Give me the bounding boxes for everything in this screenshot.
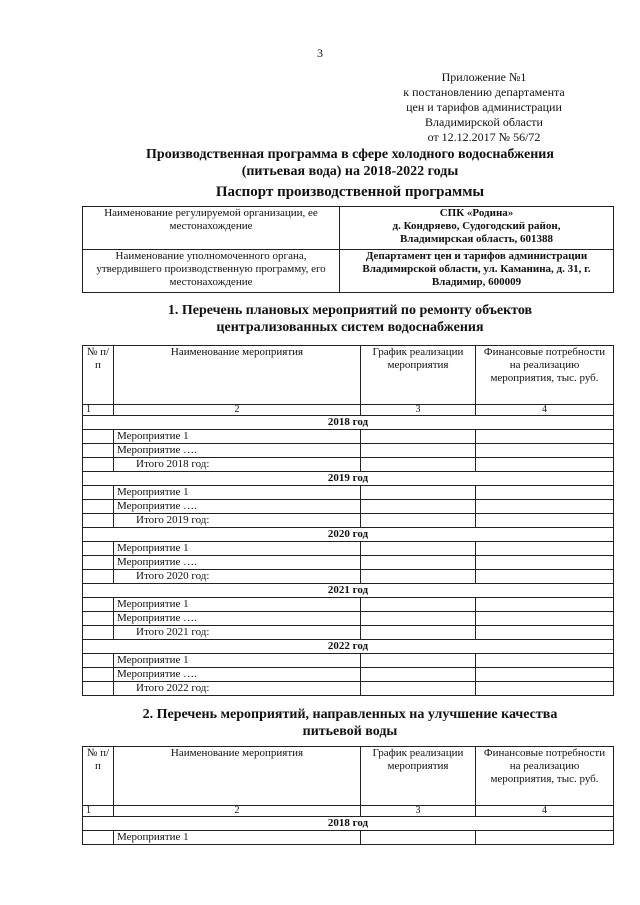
year-row [83,817,614,831]
cell [83,612,114,626]
total-label: Итого 2019 год: [114,514,361,528]
table-row [83,682,614,696]
cell [361,570,476,584]
cell [476,458,614,472]
cell [83,831,114,845]
cell [476,514,614,528]
cell [361,682,476,696]
cell [361,444,476,458]
title-line: Производственная программа в сфере холодного водоснабжения [146,147,554,162]
cell [476,430,614,444]
total-label: Итого 2018 год: [114,458,361,472]
appendix-line: от 12.12.2017 № 56/72 [427,130,541,144]
table-row [83,570,614,584]
cell [476,626,614,640]
table-row [83,500,614,514]
header-number: 3 [361,806,476,817]
cell [83,458,114,472]
table-row [83,612,614,626]
passport-table [82,206,614,293]
passport-value-line: СПК «Родина» [439,207,514,219]
year-label: 2018 год [83,416,614,430]
table-row [83,668,614,682]
cell [83,542,114,556]
year-row [83,528,614,542]
heading-line: питьевой воды [302,724,398,739]
measure-name: Мероприятие 1 [114,654,361,668]
header-number: 4 [476,405,614,416]
header-number: 3 [361,405,476,416]
year-row [83,472,614,486]
table-row [83,486,614,500]
cell [83,654,114,668]
cell [361,542,476,556]
table-row [83,542,614,556]
cell [361,612,476,626]
measure-name: Мероприятие …. [114,556,361,570]
cell [476,500,614,514]
year-label: 2021 год [83,584,614,598]
table-row [83,458,614,472]
total-label: Итого 2022 год: [114,682,361,696]
table-row [83,556,614,570]
cell [83,514,114,528]
measure-name: Мероприятие …. [114,444,361,458]
heading-line: централизованных систем водоснабжения [216,320,484,335]
page-number: 3 [317,46,323,60]
cell [476,682,614,696]
header-cell: Финансовые потребности на реализацию мероприятия, тыс. руб. [476,747,614,806]
water-quality-measures-table [82,746,614,845]
table-row [83,514,614,528]
table-row [83,598,614,612]
cell [361,626,476,640]
table-row [83,654,614,668]
year-label: 2022 год [83,640,614,654]
year-row [83,416,614,430]
table-row [83,207,614,250]
cell [476,598,614,612]
header-cell: № п/п [83,346,114,405]
table-row [83,405,614,416]
measure-name: Мероприятие 1 [114,598,361,612]
cell [476,570,614,584]
cell [361,458,476,472]
document-title [0,146,640,180]
cell [476,556,614,570]
cell [83,598,114,612]
header-cell: Наименование мероприятия [114,346,361,405]
measure-name: Мероприятие 1 [114,831,361,845]
cell [361,486,476,500]
cell [83,570,114,584]
passport-value-line: Владимирская область, 601388 [399,233,554,245]
appendix-block [364,70,604,145]
cell [361,831,476,845]
cell [83,556,114,570]
measure-name: Мероприятие 1 [114,430,361,444]
cell [361,654,476,668]
table-header [83,747,614,806]
cell [83,444,114,458]
header-number: 2 [114,405,361,416]
cell [361,668,476,682]
appendix-line: Владимирской области [425,115,543,129]
cell [361,556,476,570]
header-cell: График реализации мероприятия [361,747,476,806]
section1-heading [0,302,640,336]
measure-name: Мероприятие 1 [114,542,361,556]
header-number: 1 [83,806,114,817]
cell [476,654,614,668]
cell [83,626,114,640]
cell [361,598,476,612]
cell [361,430,476,444]
header-cell: Финансовые потребности на реализацию мероприятия, тыс. руб. [476,346,614,405]
heading-line: 2. Перечень мероприятий, направленных на улучшение качества [142,707,558,722]
section2-heading [0,706,640,740]
table-row [83,831,614,845]
passport-value [340,207,614,250]
title-line: (питьевая вода) на 2018-2022 годы [241,164,459,179]
appendix-line: цен и тарифов администрации [406,100,562,114]
header-cell: Наименование мероприятия [114,747,361,806]
total-label: Итого 2021 год: [114,626,361,640]
passport-value: Департамент цен и тарифов администрации Владимирской области, ул. Каманина, д. 31, г. Владимир, 600009 [340,250,614,293]
measure-name: Мероприятие …. [114,500,361,514]
cell [476,444,614,458]
table-row [83,806,614,817]
cell [83,668,114,682]
table-row [83,444,614,458]
year-label: 2018 год [83,817,614,831]
header-number: 4 [476,806,614,817]
cell [83,430,114,444]
appendix-line: Приложение №1 [441,70,527,84]
cell [361,514,476,528]
cell [476,831,614,845]
cell [83,682,114,696]
cell [476,486,614,500]
table-header [83,346,614,405]
appendix-line: к постановлению департамента [403,85,565,99]
header-cell: График реализации мероприятия [361,346,476,405]
header-cell: № п/п [83,747,114,806]
table-row [83,430,614,444]
year-label: 2020 год [83,528,614,542]
table-row [83,250,614,293]
passport-label: Наименование регулируемой организации, ее местонахождение [83,207,340,250]
year-row [83,584,614,598]
measure-name: Мероприятие 1 [114,486,361,500]
year-label: 2019 год [83,472,614,486]
measure-name: Мероприятие …. [114,612,361,626]
table-row [83,626,614,640]
cell [476,612,614,626]
cell [476,542,614,556]
cell [476,668,614,682]
cell [83,500,114,514]
cell [361,500,476,514]
passport-heading: Паспорт производственной программы [215,184,485,200]
total-label: Итого 2020 год: [114,570,361,584]
year-row [83,640,614,654]
passport-value-line: д. Кондряево, Судогодский район, [392,220,561,232]
header-number: 2 [114,806,361,817]
measure-name: Мероприятие …. [114,668,361,682]
passport-label: Наименование уполномоченного органа, утвердившего производственную программу, его местонахождение [83,250,340,293]
repair-measures-table [82,345,614,696]
header-number: 1 [83,405,114,416]
heading-line: 1. Перечень плановых мероприятий по ремонту объектов [167,303,533,318]
cell [83,486,114,500]
